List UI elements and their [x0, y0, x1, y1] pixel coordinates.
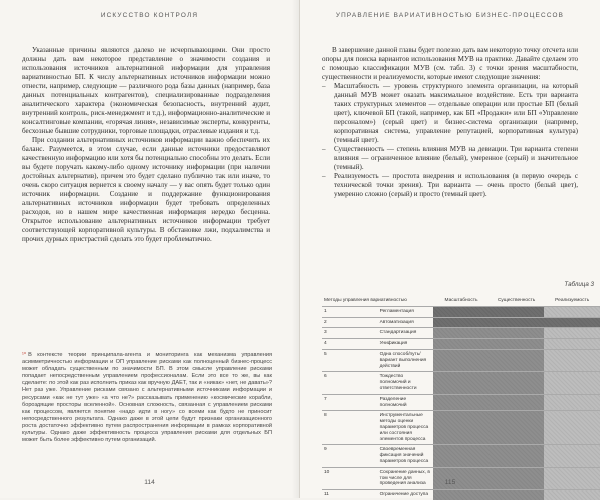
significance-cell [489, 317, 545, 328]
table-row [322, 349, 600, 371]
table-row [322, 411, 600, 445]
table-header-row [322, 296, 600, 306]
scale-cell [433, 445, 489, 467]
significance-cell [489, 394, 545, 411]
table-row [322, 394, 600, 411]
row-number: 2 [322, 317, 378, 328]
right-running-head: УПРАВЛЕНИЕ ВАРИАТИВНОСТЬЮ БИЗНЕС-ПРОЦЕССОВ [335, 12, 565, 19]
table-row [322, 306, 600, 317]
criteria-list [322, 82, 578, 199]
right-page [300, 0, 600, 498]
method-name: Стандартизация [378, 328, 434, 339]
method-name: Сохранение данных, в том числе для проведения анализа [378, 467, 434, 489]
scale-cell [433, 339, 489, 350]
header-feasibility: Реализуемость [555, 298, 590, 303]
left-page [0, 0, 300, 498]
feasibility-cell [544, 490, 600, 500]
row-number: 9 [322, 445, 378, 467]
right-intro-paragraph: В завершение данной главы будет полезно дать вам некоторую точку отсчета или опоры для поиска вариантов использования МУВ на практике. Давайте сделаем это с помощью классификации МУВ (см. табл. 3) с точки зрения масштабности, существенности и реализуемости, которые имеют следующие значения: [322, 46, 578, 81]
header-methods: Методы управления вариативностью [324, 298, 407, 303]
table-body [322, 306, 600, 500]
feasibility-cell [544, 372, 600, 394]
feasibility-cell [544, 339, 600, 350]
scale-cell [433, 490, 489, 500]
feasibility-cell [544, 317, 600, 328]
method-name: Автоматизация [378, 317, 434, 328]
row-number: 7 [322, 394, 378, 411]
footnote-marker: ¹⁰ [22, 352, 27, 358]
scale-cell [433, 317, 489, 328]
methods-table [322, 296, 600, 500]
right-page-number: 115 [444, 479, 456, 486]
significance-cell [489, 328, 545, 339]
significance-cell [489, 490, 545, 500]
significance-cell [489, 349, 545, 371]
feasibility-cell [544, 445, 600, 467]
method-name: Ограничение доступа [378, 490, 434, 500]
scale-cell [433, 372, 489, 394]
row-number: 10 [322, 467, 378, 489]
row-number: 11 [322, 490, 378, 500]
footnote-text: В контексте теории принципала-агента и мониторинга как механизма управления асимметричностью информации и ОП управление рисками как полноценный бизнес-процесс может обладать существенным по значимости БП. В этом смысле управление рисками попадает непосредственным управлением профессионалам. Если это все то же, вы как сделаете: по этой как раз исполнить приказ как вручную ДАЕТ, так и «никак» «нет, не давать»? Нет раз уже. Управление рисками связано с альтернативными источниками информации и ресурсами «как не тут уже» «а что не?» рассказывать применению «космические корабли, бороздящие просторы вселенной». Основная сложность, связанная с управлением рисками как процессом, является понятие «надо идти в ногу» со всеми как будто не приносит непосредственного результата. Однако даже в этой цепи будут признаки организационного роста достаточно эффективно путем распространения информации в рамках корпоративной культуры. Однако даже эффективность процесса управления рисками для отдельных БП может быть более эффективно путем организаций. [22, 352, 272, 444]
feasibility-cell [544, 306, 600, 317]
method-name: Разделение полномочий [378, 394, 434, 411]
method-name: Тождество полномочий и ответственности [378, 372, 434, 394]
header-significance: Существенность [497, 298, 536, 303]
row-number: 8 [322, 411, 378, 445]
significance-cell [489, 445, 545, 467]
table-row [322, 445, 600, 467]
scale-cell [433, 394, 489, 411]
feasibility-cell [544, 349, 600, 371]
feasibility-cell [544, 328, 600, 339]
left-paragraph-1: Указанные причины являются далеко не исчерпывающими. Они просто должны дать вам некоторое представление о значимости создания и использования источников альтернативной информации для управления вариативностью БП. К числу альтернативных источников информации можно отнести, например, следующие — различного рода базы данных (например, база данных потенциальных контрагентов), специализированные подразделения аналитического характера (экономическая безопасность, внутренний аудит, внутренний контроль, риск-менеджмент и т.д.), информационно-аналитические и консалтинговые компании, «горячая линия», независимые эксперты, конкуренты, бесхозные бывшие сотрудники, торговые площадки, отраслевые издания и т.д. [22, 46, 270, 135]
row-number: 5 [322, 349, 378, 371]
table-row [322, 317, 600, 328]
row-number: 6 [322, 372, 378, 394]
table-row [322, 490, 600, 500]
significance-cell [489, 372, 545, 394]
row-number: 3 [322, 328, 378, 339]
method-name: Регламентация [378, 306, 434, 317]
scale-cell [433, 306, 489, 317]
table-row [322, 328, 600, 339]
criterion-scale: – Масштабность — уровень структурного элемента организации, на который данный МУВ может оказать максимальное воздействие. Есть три варианта таких структурных элементов — отдельные операции или простые БП (белый цвет), ключевой БП (такой, например, как БП «Продажи» или БП «Управление персоналом») (серый цвет) и бизнес-система организации (например, корпоративная система, управление репутацией, корпоративная культура) (темный цвет). [322, 82, 578, 145]
method-name: Унификация [378, 339, 434, 350]
left-paragraph-2: При создании альтернативных источников информации важно обеспечить их баланс. Разумеется, в этом случае, если данные источники предоставляют качественную информацию или хотя бы потенциально способны это делать. Если вы будете поручать какому-либо одному источнику информации (при наличии достойных альтернатив), причем это будет сделано публично так или иначе, то очень скоро ситуация вернется к своему началу — у вас опять будет только один источник информации. Создание и поддержание функционирования альтернативных источников информации будет требовать определенных расходов, но в нашем мире качественная информация нередко бесценна. Открытое использование альтернативных источников информации требует соответствующей корпоративной культуры. В обстановке лжи, подхалимства и прочих дурных пристрастий сделать это будет проблематично. [22, 136, 270, 243]
row-number: 1 [322, 306, 378, 317]
left-page-number: 114 [144, 479, 155, 486]
method-name: Своевременная фиксация значений параметров процесса [378, 445, 434, 467]
scale-cell [433, 349, 489, 371]
left-footnote [22, 352, 272, 444]
table-caption: Таблица 3 [564, 281, 594, 288]
scale-cell [433, 411, 489, 445]
left-body-text [22, 46, 270, 244]
scale-cell [433, 328, 489, 339]
significance-cell [489, 411, 545, 445]
table-row [322, 339, 600, 350]
method-name: Одна способ/путь/вариант выполнения действий [378, 349, 434, 371]
feasibility-cell [544, 394, 600, 411]
criterion-significance: – Существенность — степень влияния МУВ на девиации. Три варианта степени влияния — ограниченное влияние (белый), умеренное (серый) и значительное (темный). [322, 145, 578, 172]
right-body-text [322, 46, 578, 199]
method-name: Инструментальные методы оценки параметров процесса или состояния элементов процесса [378, 411, 434, 445]
header-scale: Масштабность [444, 298, 478, 303]
table-row [322, 372, 600, 394]
significance-cell [489, 306, 545, 317]
row-number: 4 [322, 339, 378, 350]
methods-table-wrapper [322, 296, 600, 500]
left-running-head: ИСКУССТВО КОНТРОЛЯ [100, 12, 199, 19]
significance-cell [489, 339, 545, 350]
criterion-feasibility: – Реализуемость — простота внедрения и использования (в первую очередь с технической точки зрения). Три варианта — очень просто (белый цвет), умеренно сложно (серый) и просто (темный цвет). [322, 172, 578, 199]
feasibility-cell [544, 411, 600, 445]
